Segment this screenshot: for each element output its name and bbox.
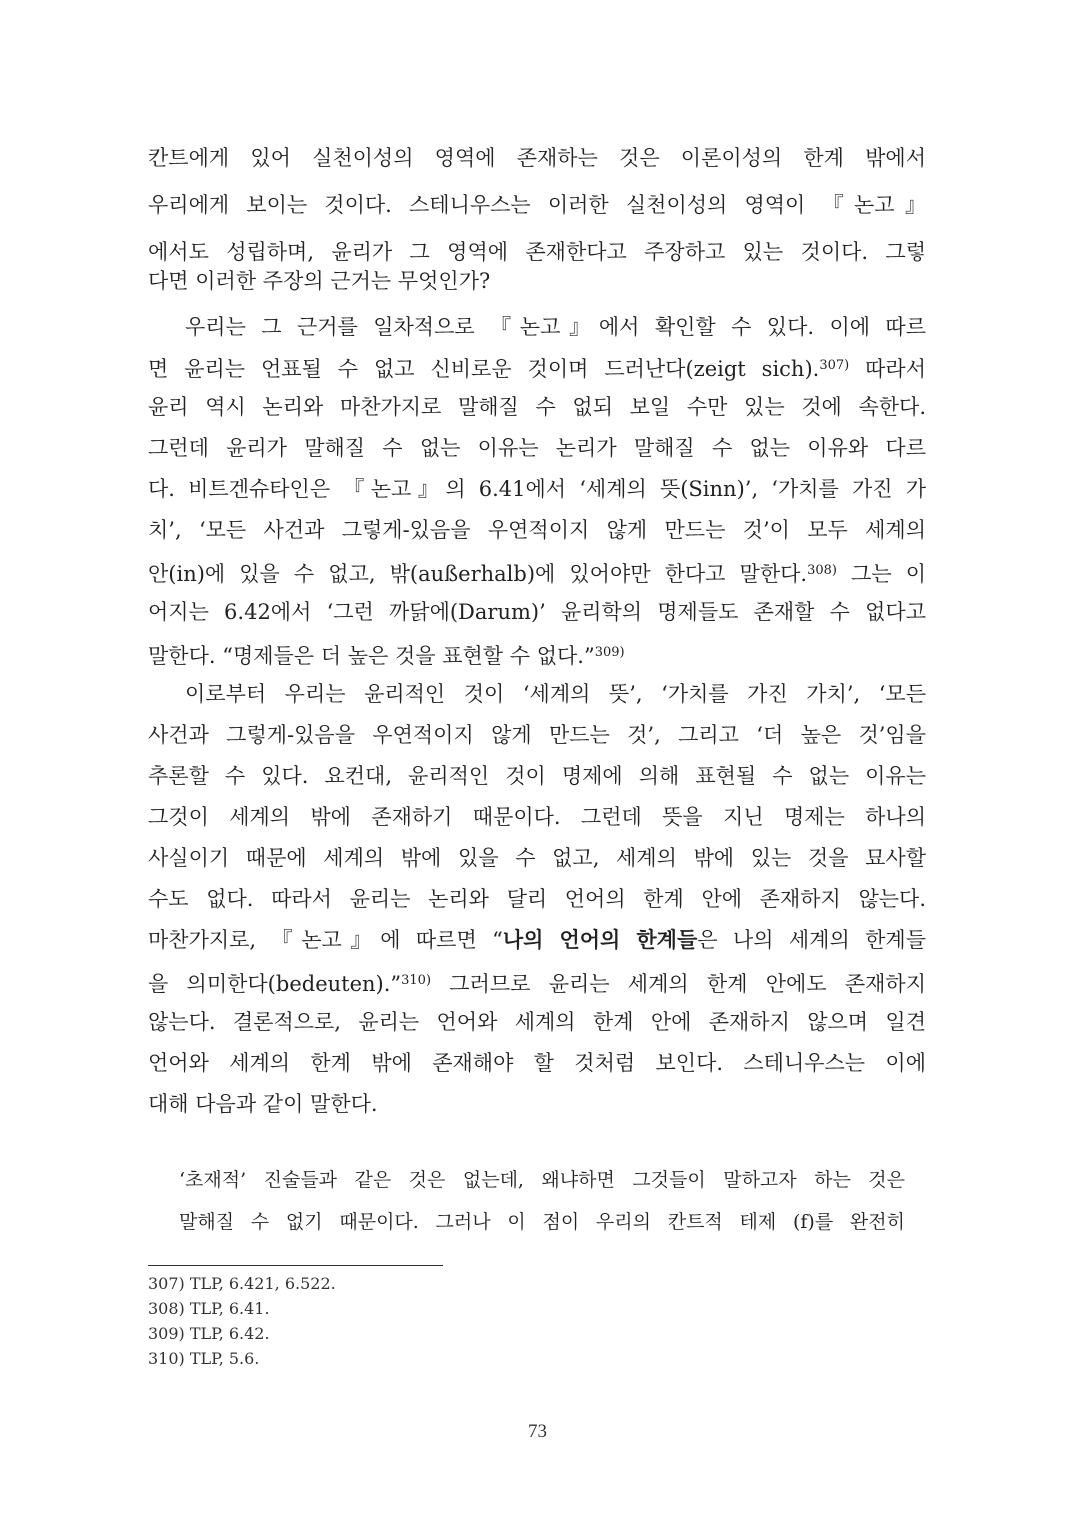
bold-phrase: 나의 언어의 한계들 bbox=[502, 927, 698, 952]
body-text: 말한다. “명제들은 더 높은 것을 표현할 수 없다.” bbox=[148, 644, 595, 668]
footnote-ref-307: 307) bbox=[819, 358, 850, 373]
body-text: 그는 이 bbox=[851, 562, 926, 586]
body-line: 에서도 성립하며, 윤리가 그 영역에 존재한다고 주장하고 있는 것이다. 그렇 bbox=[148, 240, 926, 264]
body-line: 치’, ‘모든 사건과 그렇게-있음을 우연적이지 않게 만드는 것’이 모두 세계의 bbox=[148, 518, 926, 542]
footnote-ref-310: 310) bbox=[401, 973, 432, 988]
body-line: 언어와 세계의 한계 밖에 존재해야 할 것처럼 보인다. 스테니우스는 이에 bbox=[148, 1051, 926, 1075]
footnote-ref-309: 309) bbox=[594, 645, 625, 660]
body-line: 다면 이러한 주장의 근거는 무엇인가? bbox=[148, 269, 491, 293]
body-text: 마찬가지로, 『논고』에 따르면 “ bbox=[148, 928, 503, 952]
body-line: 그런데 윤리가 말해질 수 없는 이유는 논리가 말해질 수 없는 이유와 다르 bbox=[148, 436, 926, 460]
block-quote-line: ‘초재적’ 진술들과 같은 것은 없는데, 왜냐하면 그것들이 말하고자 하는 것은 bbox=[179, 1169, 905, 1191]
body-text: 따라서 bbox=[865, 357, 926, 381]
body-line bbox=[148, 351, 926, 381]
body-line: 수도 없다. 따라서 윤리는 논리와 달리 언어의 한계 안에 존재하지 않는다. bbox=[148, 887, 926, 911]
footnote: 310) TLP, 5.6. bbox=[148, 1349, 260, 1368]
body-line: 우리에게 보이는 것이다. 스테니우스는 이러한 실천이성의 영역이 『논고』 bbox=[148, 193, 926, 217]
body-text: 면 윤리는 언표될 수 없고 신비로운 것이며 드러난다(zeigt sich). bbox=[148, 357, 820, 381]
footnote: 307) TLP, 6.421, 6.522. bbox=[148, 1274, 336, 1293]
footnote: 309) TLP, 6.42. bbox=[148, 1324, 270, 1343]
footnote-ref-308: 308) bbox=[807, 563, 837, 578]
body-line: 칸트에게 있어 실천이성의 영역에 존재하는 것은 이론이성의 한계 밖에서 bbox=[148, 146, 926, 170]
body-line: 다. 비트겐슈타인은 『논고』의 6.41에서 ‘세계의 뜻(Sinn)’, ‘가치를 가진 가 bbox=[148, 477, 926, 501]
body-line: 않는다. 결론적으로, 윤리는 언어와 세계의 한계 안에 존재하지 않으며 일견 bbox=[148, 1010, 926, 1034]
footnote: 308) TLP, 6.41. bbox=[148, 1299, 270, 1318]
body-line bbox=[148, 556, 926, 586]
body-line: 사건과 그렇게-있음을 우연적이지 않게 만드는 것’, 그리고 ‘더 높은 것’임을 bbox=[148, 723, 926, 747]
body-line: 우리는 그 근거를 일차적으로 『논고』에서 확인할 수 있다. 이에 따르 bbox=[185, 315, 926, 339]
body-line: 대해 다음과 같이 말한다. bbox=[148, 1092, 378, 1116]
body-text: 은 나의 세계의 한계들 bbox=[697, 928, 926, 952]
body-line: 윤리 역시 논리와 마찬가지로 말해질 수 없되 보일 수만 있는 것에 속한다. bbox=[148, 395, 926, 419]
footnote-divider bbox=[148, 1265, 443, 1266]
body-line bbox=[148, 925, 926, 955]
body-line bbox=[148, 966, 926, 996]
body-line: 사실이기 때문에 세계의 밖에 있을 수 없고, 세계의 밖에 있는 것을 묘사할 bbox=[148, 846, 926, 870]
block-quote-line: 말해질 수 없기 때문이다. 그러나 이 점이 우리의 칸트적 테제 (f)를 완전히 bbox=[179, 1211, 905, 1233]
body-line: 그것이 세계의 밖에 존재하기 때문이다. 그런데 뜻을 지닌 명제는 하나의 bbox=[148, 805, 926, 829]
body-line: 추론할 수 있다. 요컨대, 윤리적인 것이 명제에 의해 표현될 수 없는 이유는 bbox=[148, 764, 926, 788]
body-text: 안(in)에 있을 수 없고, 밖(außerhalb)에 있어야만 한다고 말한다. bbox=[148, 562, 808, 586]
body-text: 을 의미한다(bedeuten).” bbox=[148, 972, 402, 996]
body-line: 이로부터 우리는 윤리적인 것이 ‘세계의 뜻’, ‘가치를 가진 가치’, ‘모든 bbox=[185, 682, 926, 706]
body-line: 어지는 6.42에서 ‘그런 까닭에(Darum)’ 윤리학의 명제들도 존재할 수 없다고 bbox=[148, 600, 926, 624]
body-text: 그러므로 윤리는 세계의 한계 안에도 존재하지 bbox=[449, 972, 926, 996]
body-line bbox=[148, 638, 926, 668]
page-number: 73 bbox=[528, 1421, 547, 1442]
